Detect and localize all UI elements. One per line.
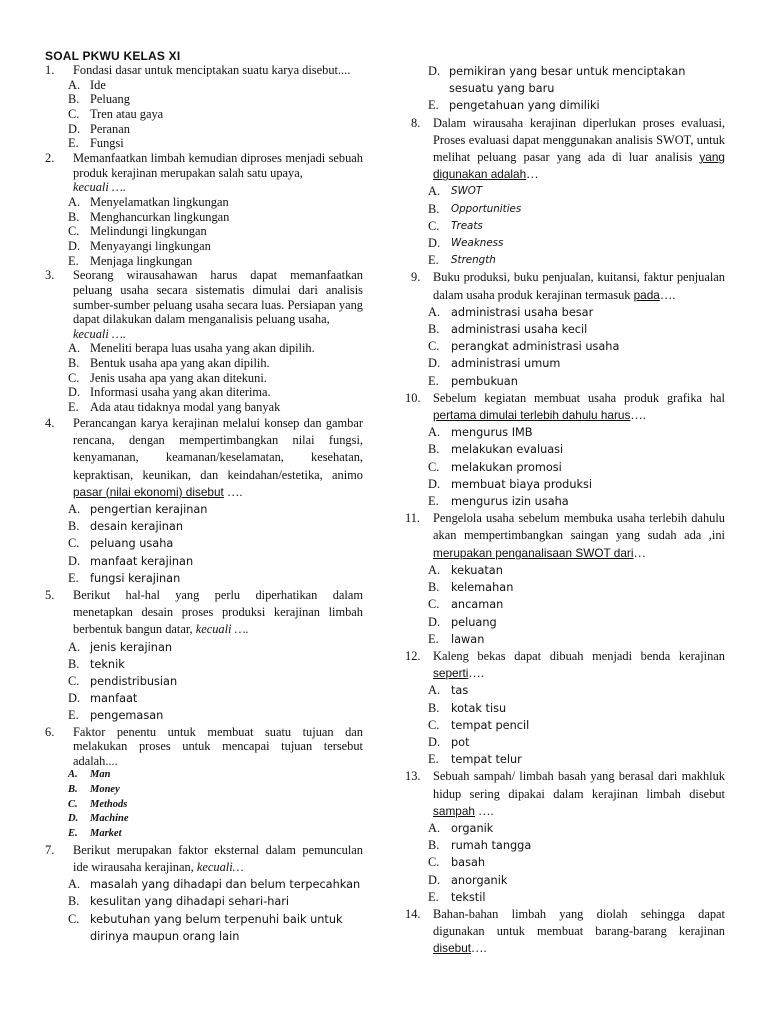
option-c[interactable]: C. Melindungi lingkungan	[68, 224, 207, 239]
option-a[interactable]: A. jenis kerajinan	[68, 639, 173, 654]
question-stem: Sebelum kegiatan membuat usaha produk grafika hal pertama dimulai terlebih dahulu harus….	[433, 390, 725, 423]
option-c[interactable]: C. basah	[428, 855, 486, 870]
option-e[interactable]: E. pengetahuan yang dimiliki	[428, 98, 600, 113]
question-number: 5.	[45, 587, 55, 602]
option-c[interactable]: C. kebutuhan yang belum terpenuhi baik untuk dirinya maupun orang lain	[68, 911, 343, 943]
question-7	[33, 842, 363, 945]
option-c[interactable]: C. Tren atau gaya	[68, 107, 164, 121]
option-e[interactable]: E. pembukuan	[428, 373, 518, 388]
option-d[interactable]: D. membuat biaya produksi	[428, 476, 593, 491]
question-4	[33, 415, 363, 587]
option-a[interactable]: A. kekuatan	[428, 562, 503, 577]
question-number: 9.	[411, 270, 421, 285]
option-e[interactable]: E. Market	[68, 828, 122, 840]
question-stem: Dalam wirausaha kerajinan diperlukan proses evaluasi, Proses evaluasi dapat menggunakan analisis SWOT, untuk melihat peluang pasar yang ada di luar analisis yang digunakan adalah…	[433, 115, 725, 182]
left-column	[33, 63, 363, 945]
option-b[interactable]: B. Peluang	[68, 92, 130, 107]
option-e[interactable]: E. Strength	[428, 253, 496, 268]
option-a[interactable]: A. Ide	[68, 77, 106, 92]
question-stem: Faktor penentu untuk membuat suatu tujuan dan melakukan proses untuk mencapai tujuan tersebut adalah....	[73, 724, 363, 768]
question-stem: Memanfaatkan limbah kemudian diproses menjadi sebuah produk kerajinan merupakan salah satu upaya, kecuali ….	[73, 151, 363, 195]
question-number: 6.	[45, 724, 55, 739]
option-e[interactable]: E. mengurus izin usaha	[428, 494, 569, 509]
question-number: 11.	[405, 511, 421, 526]
question-number: 13.	[405, 769, 421, 784]
option-d[interactable]: D. manfaat	[68, 691, 138, 706]
option-d[interactable]: D. Weakness	[428, 236, 504, 251]
kecuali-label: kecuali…	[196, 860, 244, 875]
option-e[interactable]: E. Fungsi	[68, 136, 124, 151]
option-e[interactable]: E. Menjaga lingkungan	[68, 253, 193, 268]
option-d[interactable]: D. peluang	[428, 614, 497, 629]
option-e[interactable]: E. tekstil	[428, 889, 486, 904]
question-9	[405, 269, 725, 389]
option-a[interactable]: A. organik	[428, 820, 494, 835]
question-3	[33, 268, 363, 414]
question-13	[405, 768, 725, 906]
option-a[interactable]: A. administrasi usaha besar	[428, 304, 594, 319]
option-d[interactable]: D. Informasi usaha yang akan diterima.	[68, 385, 271, 400]
option-b[interactable]: B. Opportunities	[428, 201, 522, 216]
option-a[interactable]: A. Menyelamatkan lingkungan	[68, 194, 229, 209]
kecuali-label: kecuali ….	[195, 622, 249, 637]
question-stem: Kaleng bekas dapat dibuah menjadi benda kerajinan seperti….	[433, 648, 725, 681]
option-a[interactable]: A. SWOT	[428, 184, 483, 199]
option-b[interactable]: B. kotak tisu	[428, 700, 507, 715]
option-e[interactable]: E. fungsi kerajinan	[68, 570, 181, 585]
question-8	[405, 115, 725, 270]
option-b[interactable]: B. Menghancurkan lingkungan	[68, 209, 230, 224]
option-d[interactable]: D. pot	[428, 734, 470, 749]
option-a[interactable]: A. Meneliti berapa luas usaha yang akan dipilih.	[68, 341, 315, 356]
option-b[interactable]: B. kesulitan yang dihadapi sehari-hari	[68, 894, 290, 909]
question-14	[405, 906, 725, 958]
option-e[interactable]: E. pengemasan	[68, 708, 164, 723]
option-d[interactable]: D. anorganik	[428, 872, 508, 887]
option-a[interactable]: A. masalah yang dihadapi dan belum terpecahkan	[68, 877, 361, 892]
option-e[interactable]: E. lawan	[428, 631, 485, 646]
option-d[interactable]: D. administrasi umum	[428, 356, 561, 371]
option-b[interactable]: B. Bentuk usaha apa yang akan dipilih.	[68, 356, 270, 371]
option-a[interactable]: A. tas	[428, 683, 469, 698]
option-a[interactable]: A. Man	[68, 769, 111, 781]
question-number: 8.	[411, 115, 421, 130]
option-d[interactable]: D. manfaat kerajinan	[68, 553, 194, 568]
question-number: 10.	[405, 390, 421, 405]
question-10	[405, 390, 725, 510]
option-b[interactable]: B. Money	[68, 784, 120, 796]
question-stem: Fondasi dasar untuk menciptakan suatu karya disebut....	[73, 63, 351, 77]
question-stem: Perancangan karya kerajinan melalui konsep dan gambar rencana, dengan mempertimbangkan nilai fungsi, kenyamanan, keamanan/keselamatan, kesehatan, kepraktisan, keunikan, dan keindahan/estetika, animo pasar (nilai ekonomi) disebut ….	[73, 415, 363, 499]
option-e[interactable]: E. Ada atau tidaknya modal yang banyak	[68, 400, 281, 415]
question-number: 1.	[45, 63, 55, 77]
option-a[interactable]: A. pengertian kerajinan	[68, 501, 208, 516]
option-c[interactable]: C. Methods	[68, 798, 128, 810]
page-title: SOAL PKWU KELAS XI	[45, 49, 181, 63]
option-b[interactable]: B. kelemahan	[428, 580, 514, 595]
right-column	[405, 63, 725, 958]
option-d[interactable]: D. Menyayangi lingkungan	[68, 239, 211, 253]
option-b[interactable]: B. teknik	[68, 656, 125, 671]
question-number: 4.	[45, 415, 55, 430]
question-stem: Buku produksi, buku penjualan, kuitansi, faktur penjualan dalam usaha produk kerajinan termasuk pada….	[433, 270, 725, 302]
question-number: 14.	[405, 906, 421, 921]
option-c[interactable]: C. perangkat administrasi usaha	[428, 339, 620, 354]
question-stem: Berikut merupakan faktor eksternal dalam pemunculan ide wirausaha kerajinan, kecuali…	[73, 842, 363, 875]
question-number: 3.	[45, 268, 55, 283]
question-1	[33, 63, 363, 151]
kecuali-label: kecuali ….	[73, 180, 126, 195]
question-stem: Berikut hal-hal yang perlu diperhatikan dalam menetapkan desain proses produksi kerajinan limbah berbentuk bangun datar, kecuali ….	[73, 587, 363, 637]
question-6	[33, 725, 363, 842]
option-c[interactable]: C. Jenis usaha apa yang akan ditekuni.	[68, 370, 267, 385]
question-stem: Pengelola usaha sebelum membuka usaha terlebih dahulu akan mempertimbangkan saingan yang sudah ada ,ini merupakan penganalisaan SWOT dari…	[433, 511, 725, 560]
option-c[interactable]: C. Treats	[428, 218, 483, 233]
question-number: 7.	[45, 842, 55, 857]
question-5	[33, 587, 363, 725]
question-stem: Sebuah sampah/ limbah basah yang berasal dari makhluk hidup sering dipakai dalam kerajinan limbah disebut sampah ….	[433, 769, 725, 818]
option-c[interactable]: C. tempat pencil	[428, 717, 530, 732]
question-7-continued	[405, 63, 725, 115]
question-2	[33, 151, 363, 268]
option-a[interactable]: A. mengurus IMB	[428, 425, 533, 440]
option-b[interactable]: B. melakukan evaluasi	[428, 442, 564, 457]
kecuali-label: kecuali ….	[73, 326, 126, 341]
option-c[interactable]: C. pendistribusian	[68, 673, 178, 688]
question-11	[405, 510, 725, 648]
question-12	[405, 648, 725, 768]
option-d[interactable]: D. pemikiran yang besar untuk menciptakan sesuatu yang baru	[428, 64, 686, 96]
option-d[interactable]: D. Machine	[68, 813, 129, 825]
option-b[interactable]: B. desain kerajinan	[68, 519, 183, 534]
option-c[interactable]: C. melakukan promosi	[428, 459, 562, 474]
question-number: 12.	[405, 648, 421, 663]
question-number: 2.	[45, 151, 55, 166]
option-c[interactable]: C. ancaman	[428, 597, 504, 612]
option-b[interactable]: B. administrasi usaha kecil	[428, 322, 588, 337]
option-e[interactable]: E. tempat telur	[428, 752, 522, 767]
option-d[interactable]: D. Peranan	[68, 121, 130, 136]
question-stem: Seorang wirausahawan harus dapat memanfaatkan peluang usaha secara sistematis dimulai dari analisis sumber-sumber peluang usaha secara luas. Persiapan yang dapat dilakukan dalam menganalisis peluang usaha, kecuali ….	[73, 268, 363, 341]
option-b[interactable]: B. rumah tangga	[428, 838, 532, 853]
option-c[interactable]: C. peluang usaha	[68, 536, 174, 551]
question-stem: Bahan-bahan limbah yang diolah sehingga dapat digunakan untuk membuat barang-barang kerajinan disebut….	[433, 906, 725, 956]
